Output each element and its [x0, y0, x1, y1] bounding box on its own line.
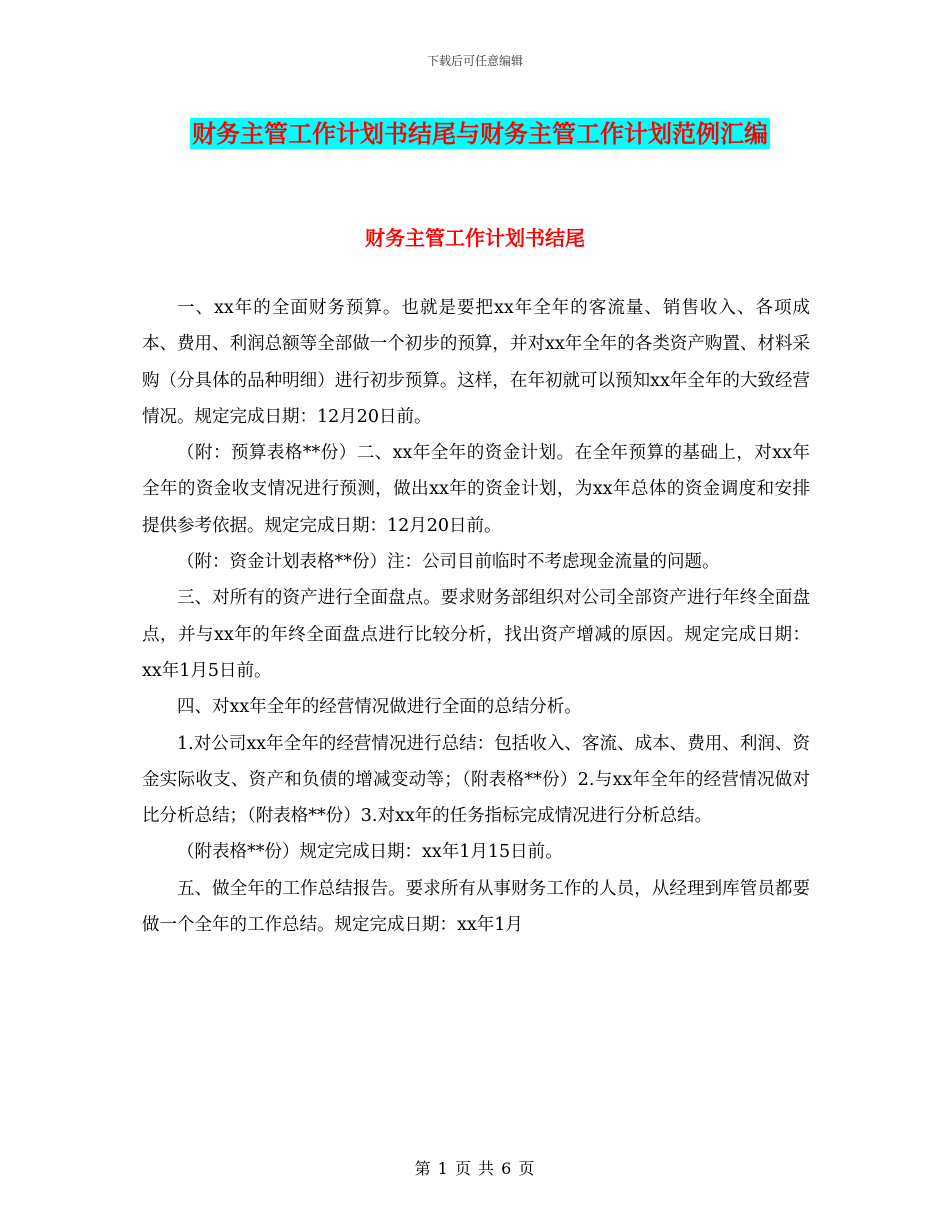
paragraph: 1.对公司xx年全年的经营情况进行总结：包括收入、客流、成本、费用、利润、资金实际收支、资产和负债的增减变动等；（附表格**份）2.与xx年全年的经营情况做对比分析总结；（附表格**份）3.对xx年的任务指标完成情况进行分析总结。	[142, 733, 810, 827]
document-body	[142, 290, 810, 943]
page-number-footer: 第 1 页 共 6 页	[414, 1159, 536, 1178]
document-title	[140, 112, 820, 156]
paragraph: 三、对所有的资产进行全面盘点。要求财务部组织对公司全部资产进行年终全面盘点，并与xx年的年终全面盘点进行比较分析，找出资产增减的原因。规定完成日期：xx年1月5日前。	[142, 588, 810, 681]
paragraph: 四、对xx年全年的经营情况做进行全面的总结分析。	[177, 697, 582, 718]
section-title: 财务主管工作计划书结尾	[365, 226, 585, 250]
paragraph: （附：预算表格**份）二、xx年全年的资金计划。在全年预算的基础上，对xx年全年的资金收支情况进行预测，做出xx年的资金计划，为xx年总体的资金调度和安排提供参考依据。规定完成日期：12月20日前。	[142, 443, 810, 536]
paragraph: 一、xx年的全面财务预算。也就是要把xx年全年的客流量、销售收入、各项成本、费用、利润总额等全部做一个初步的预算，并对xx年全年的各类资产购置、材料采购（分具体的品种明细）进行初步预算。这样，在年初就可以预知xx年全年的大致经营情况。规定完成日期：12月20日前。	[142, 298, 810, 427]
paragraph: （附表格**份）规定完成日期：xx年1月15日前。	[177, 842, 563, 863]
document-title-text: 财务主管工作计划书结尾与财务主管工作计划范例汇编	[192, 119, 768, 148]
header-note: 下载后可任意编辑	[426, 54, 523, 68]
paragraph: 五、做全年的工作总结报告。要求所有从事财务工作的人员，从经理到库管员都要做一个全年的工作总结。规定完成日期：xx年1月	[142, 878, 810, 936]
paragraph: （附：资金计划表格**份）注：公司目前临时不考虑现金流量的问题。	[177, 552, 720, 573]
